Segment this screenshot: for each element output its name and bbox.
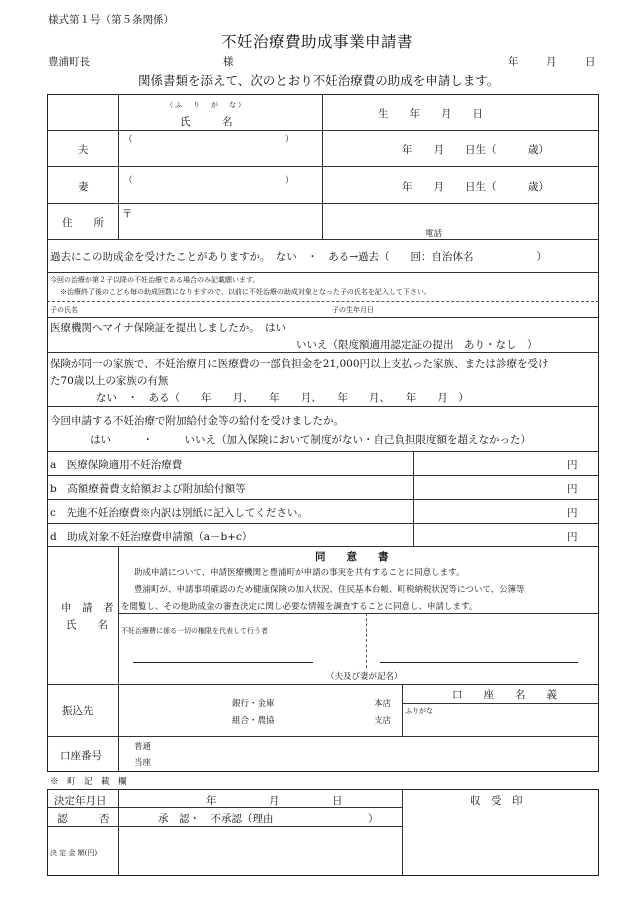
receipt-stamp-label: 収 受 印	[470, 795, 523, 807]
phone-label: 電話	[425, 229, 443, 239]
husband-furigana-close: ）	[285, 135, 294, 145]
intro-text: 関係書類を添えて、次のとおり不妊治療費の助成を申請します。	[138, 73, 500, 88]
insurance-question-line1: 保険が同一の家族で、不妊治療月に医療費の一部負担金を21,000円以上支払った家族、または診療を受け	[50, 358, 549, 370]
date-year: 年	[508, 56, 519, 68]
branch-main: 本店	[374, 699, 392, 709]
child-count-note: ※治療終了後のこども毎の助成回数になりますので、以前に不妊治療の助成対象となった子の氏名を記入して下さい。	[60, 288, 431, 296]
consent-line-3: を閲覧し、その他助成金の審査決定に関し必要な情報を調査することに同意し、申請します。	[121, 602, 478, 612]
furigana-label: （ふ り が な）	[166, 101, 247, 109]
amount-b-label: b 高額療養費支給額および附加給付額等	[50, 483, 246, 495]
applicant-label-2: 氏 名	[66, 619, 108, 631]
decision-amount-label: 決 定 金 額(円)	[50, 849, 98, 857]
form-number: 様式第１号（第５条関係）	[48, 14, 174, 26]
signature-line-1[interactable]	[133, 662, 313, 663]
date-month: 月	[546, 56, 557, 68]
wife-furigana-open: （	[124, 176, 133, 186]
decision-date-value: 年 月 日	[206, 795, 343, 807]
account-holder-label: 口 座 名 義	[452, 689, 557, 701]
amount-d-label: d 助成対象不妊治療費申請額（a－b+c）	[50, 531, 253, 543]
wife-birth: 年 月 日生（ 歳）	[402, 181, 549, 193]
decision-date-label: 決定年月日	[54, 795, 107, 807]
applicant-label-1: 申 請 者	[61, 602, 114, 614]
representative-note: 不妊治療費に係る一切の権限を代表して行う者	[121, 627, 268, 635]
approval-label: 認 否	[57, 813, 110, 825]
wife-label: 妻	[78, 181, 89, 193]
addressee: 豊浦町長	[48, 56, 90, 68]
date-day: 日	[585, 56, 596, 68]
mynumber-no-option: いいえ（限度額適用認定証の提出 あり・なし ）	[296, 339, 538, 351]
second-child-note: 今回の治療が第２子以降の不妊治療である場合のみ記載願います。	[50, 276, 260, 284]
amount-c-yen: 円	[567, 507, 578, 519]
insurance-question-line2: た70歳以上の家族の有無	[50, 375, 169, 387]
sign-note: （夫及び妻が記名）	[326, 672, 403, 682]
bank-label: 振込先	[62, 705, 94, 717]
child-birth-label: 子の生年月日	[332, 306, 374, 314]
husband-furigana-open: （	[124, 135, 133, 145]
consent-title: 同 意 書	[315, 551, 389, 563]
additional-benefit-question: 今回申請する不妊治療で附加給付金等の給付を受けましたか。	[50, 415, 344, 427]
insurance-answer: ない ・ ある（ 年 月、 年 月、 年 月、 年 月 ）	[96, 392, 469, 404]
consent-line-2: 豊浦町が、申請事項確認のため健康保険の加入状況、住民基本台帳、町税納税状況等について、公簿等	[134, 585, 525, 595]
bank-type-1: 銀行・金庫	[232, 699, 275, 709]
amount-a-label: a 医療保険適用不妊治療費	[50, 459, 183, 471]
account-number-label: 口座番号	[60, 750, 102, 762]
amount-a-yen: 円	[567, 459, 578, 471]
page-title: 不妊治療費助成事業申請書	[221, 33, 414, 51]
name-label: 氏 名	[180, 116, 233, 128]
account-type-toza: 当座	[134, 758, 152, 768]
birth-label: 生 年 月 日	[378, 108, 483, 120]
addressee-sama: 様	[223, 56, 234, 68]
additional-benefit-answer: はい ・ いいえ（加入保険において制度がない・自己負担限度額を超えなかった）	[90, 434, 531, 446]
amount-c-label: c 先進不妊治療費※内訳は別紙に記入してください。	[50, 507, 308, 519]
amount-d-yen: 円	[567, 531, 578, 543]
address-label: 住 所	[62, 217, 104, 229]
child-name-label: 子の氏名	[50, 306, 78, 314]
bank-type-2: 組合・農協	[232, 716, 275, 726]
consent-line-1: 助成申請について、申請医療機関と豊浦町が申請の事実を共有することに同意します。	[134, 568, 465, 578]
account-holder-furigana: ふりがな	[405, 707, 433, 715]
office-use-title: ※ 町 記 載 欄	[50, 777, 127, 787]
signature-line-2[interactable]	[380, 662, 578, 663]
postal-mark: 〒	[122, 208, 133, 220]
wife-furigana-close: ）	[285, 176, 294, 186]
account-type-futsu: 普通	[134, 742, 152, 752]
past-grant-question: 過去にこの助成金を受けたことがありますか。 ない ・ ある→過去（ 回：自治体名 ）	[50, 251, 548, 263]
approval-value: 承 認・ 不承認（理由 ）	[158, 813, 379, 825]
mynumber-question: 医療機関へマイナ保険証を提出しましたか。 はい	[50, 322, 287, 334]
husband-birth: 年 月 日生（ 歳）	[402, 144, 549, 156]
branch-sub: 支店	[374, 716, 392, 726]
amount-b-yen: 円	[567, 483, 578, 495]
husband-label: 夫	[78, 144, 89, 156]
